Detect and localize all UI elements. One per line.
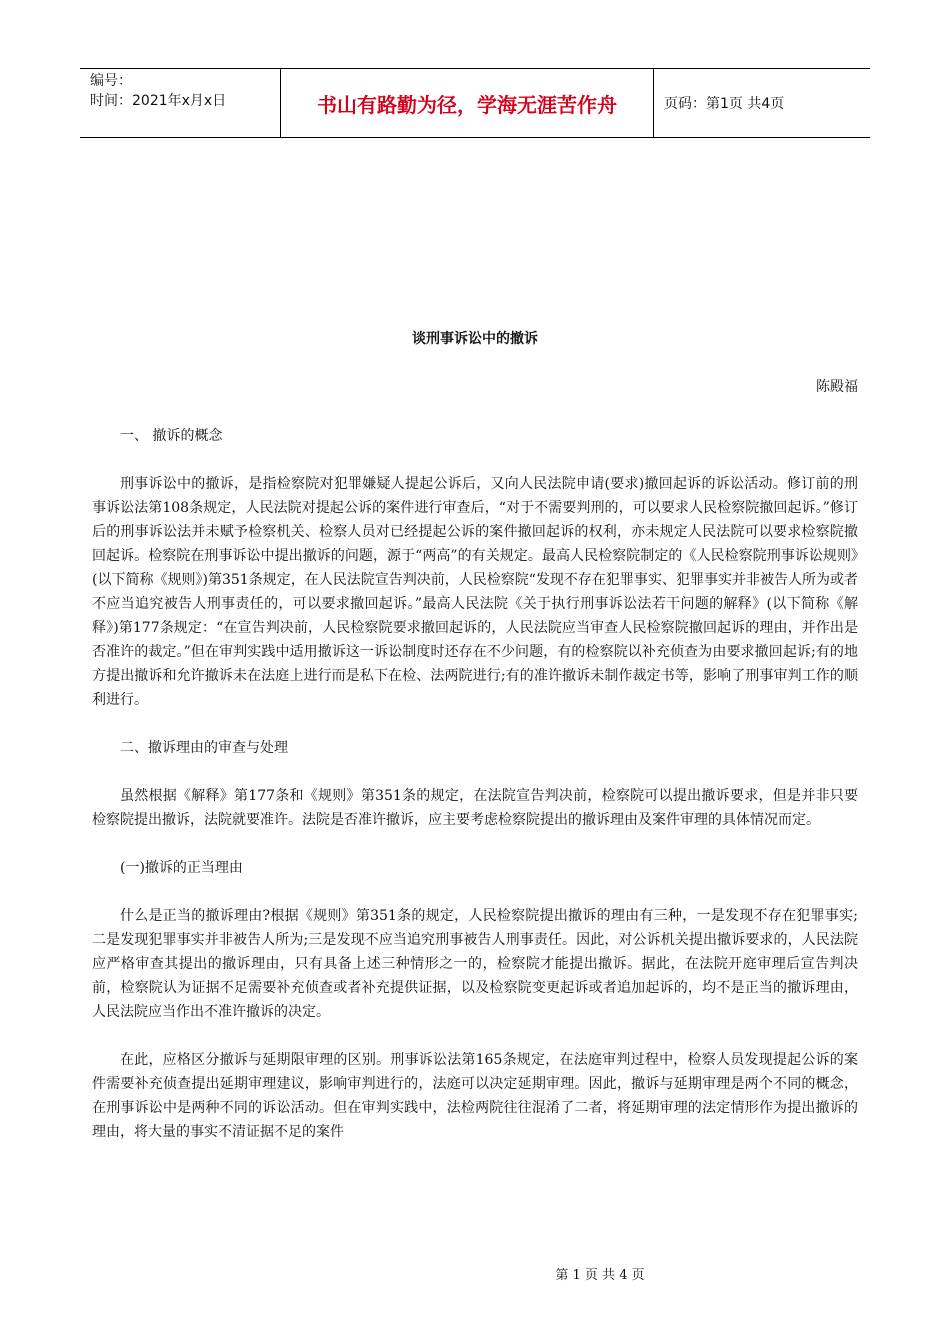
- page-footer: 第 1 页 共 4 页: [555, 1268, 645, 1283]
- document-header: [80, 68, 870, 138]
- header-meta: [80, 69, 280, 137]
- article-author: 陈殿福: [816, 379, 858, 395]
- section-heading: 二、撤诉理由的审查与处理: [120, 740, 288, 756]
- date-label: 时间：2021年x月x日: [90, 93, 227, 109]
- number-label: 编号：: [90, 73, 132, 89]
- paragraph: 虽然根据《解释》第177条和《规则》第351条的规定，在法院宣告判决前，检察院可以提出撤诉要求，但是并非只要检察院提出撤诉，法院就要准许。法院是否准许撤诉，应主要考虑检察院提出的撤诉理由及案件审理的具体情况而定。: [92, 788, 858, 828]
- article-body: [92, 424, 858, 1168]
- paragraph: 什么是正当的撤诉理由?根据《规则》第351条的规定，人民检察院提出撤诉的理由有三种，一是发现不存在犯罪事实;二是发现犯罪事实并非被告人所为;三是发现不应当追究刑事被告人刑事责任。因此，对公诉机关提出撤诉要求的，人民法院应严格审查其提出的撤诉理由，只有具备上述三种情形之一的，检察院才能提出撤诉。据此，在法院开庭审理后宣告判决前，检察院认为证据不足需要补充侦查或者补充提供证据，以及检察院变更起诉或者追加起诉的，均不是正当的撤诉理由，人民法院应当作出不准许撤诉的决定。: [92, 908, 858, 1020]
- paragraph: 刑事诉讼中的撤诉，是指检察院对犯罪嫌疑人提起公诉后，又向人民法院申请(要求)撤回起诉的诉讼活动。修订前的刑事诉讼法第108条规定，人民法院对提起公诉的案件进行审查后，“对于不需要判刑的，可以要求人民检察院撤回起诉。”修订后的刑事诉讼法并未赋予检察机关、检察人员对已经提起公诉的案件撤回起诉的权利，亦未规定人民法院可以要求检察院撤回起诉。检察院在刑事诉讼中提出撤诉的问题，源于“两高”的有关规定。最高人民检察院制定的《人民检察院刑事诉讼规则》(以下简称《规则》)第351条规定，在人民法院宣告判决前，人民检察院“发现不存在犯罪事实、犯罪事实并非被告人所为或者不应当追究被告人刑事责任的，可以要求撤回起诉。”最高人民法院《关于执行刑事诉讼法若干问题的解释》(以下简称《解释》)第177条规定：“在宣告判决前，人民检察院要求撤回起诉的，人民法院应当审查人民检察院撤回起诉的理由，并作出是否准许的裁定。”但在审判实践中适用撤诉这一诉讼制度时还存在不少问题，有的检察院以补充侦查为由要求撤回起诉;有的地方提出撤诉和允许撤诉未在法庭上进行而是私下在检、法两院进行;有的准许撤诉未制作裁定书等，影响了刑事审判工作的顺利进行。: [92, 476, 858, 708]
- header-page-info: 页码：第1页 共4页: [664, 96, 785, 112]
- subsection-heading: (一)撤诉的正当理由: [120, 860, 243, 876]
- header-motto: 书山有路勤为径，学海无涯苦作舟: [280, 69, 654, 137]
- article-title: 谈刑事诉讼中的撤诉: [412, 331, 538, 347]
- section-heading: 一、 撤诉的概念: [120, 428, 223, 444]
- paragraph: 在此，应格区分撤诉与延期限审理的区别。刑事诉讼法第165条规定，在法庭审判过程中，检察人员发现提起公诉的案件需要补充侦查提出延期审理建议，影响审判进行的，法庭可以决定延期审理。因此，撤诉与延期审理是两个不同的概念，在刑事诉讼中是两种不同的诉讼活动。但在审判实践中，法检两院往往混淆了二者，将延期审理的法定情形作为提出撤诉的理由，将大量的事实不清证据不足的案件: [92, 1052, 858, 1140]
